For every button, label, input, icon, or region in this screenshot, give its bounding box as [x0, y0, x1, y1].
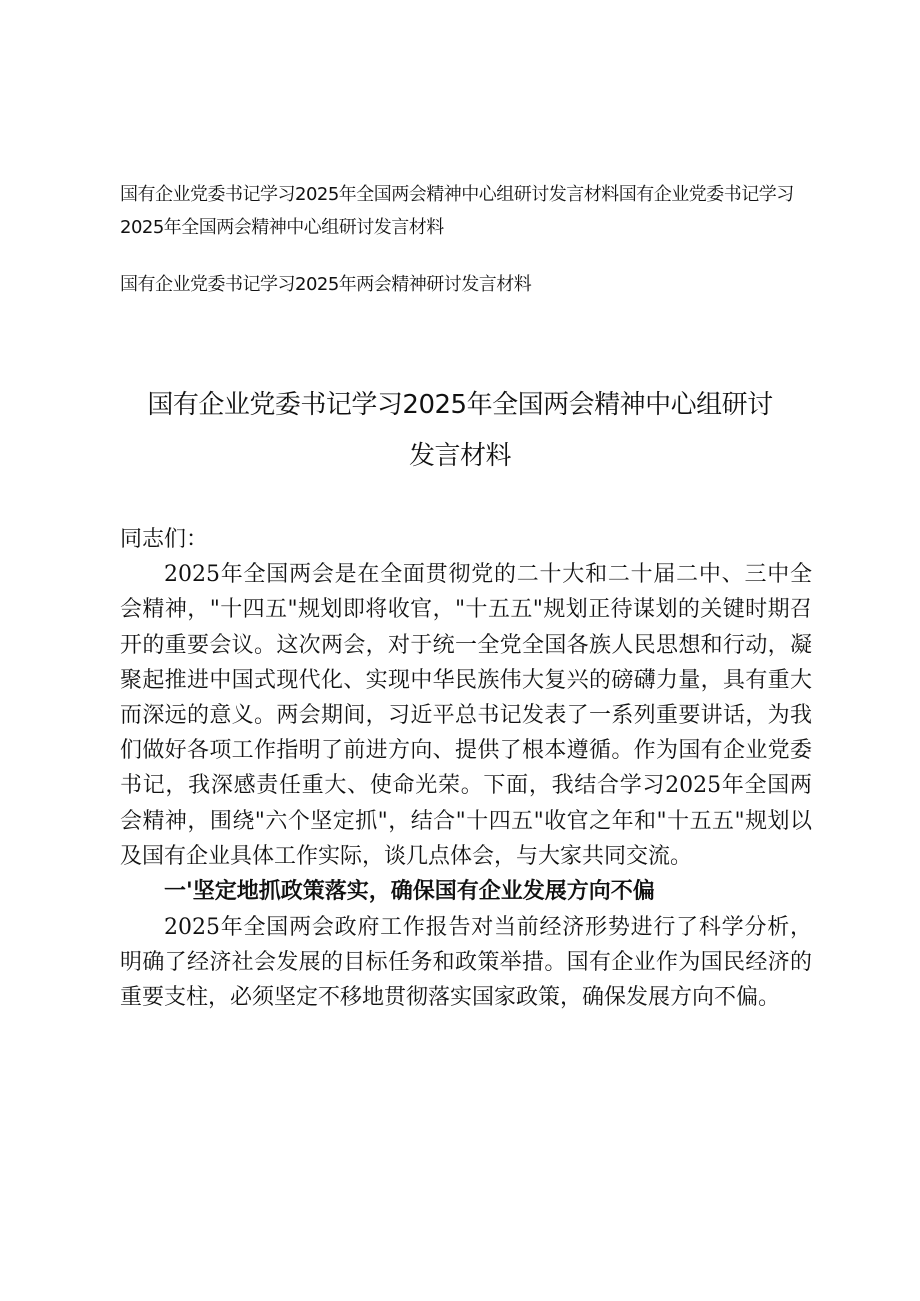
document-body [120, 522, 812, 1016]
title-line-1: 国有企业党委书记学习2025年全国两会精神中心组研讨 [147, 390, 773, 420]
document-title [100, 380, 820, 482]
toc-item-1: 国有企业党委书记学习2025年全国两会精神中心组研讨发言材料国有企业党委书记学习2025年全国两会精神中心组研讨发言材料 [120, 184, 794, 238]
toc-item-2: 国有企业党委书记学习2025年两会精神研讨发言材料 [120, 274, 532, 295]
paragraph-1: 2025年全国两会是在全面贯彻党的二十大和二十届二中、三中全会精神，"十四五"规划即将收官，"十五五"规划正待谋划的关键时期召开的重要会议。这次两会，对于统一全党全国各族人民思想和行动，凝聚起推进中国式现代化、实现中华民族伟大复兴的磅礴力量，具有重大而深远的意义。两会期间，习近平总书记发表了一系列重要讲话，为我们做好各项工作指明了前进方向、提供了根本遵循。作为国有企业党委书记，我深感责任重大、使命光荣。下面，我结合学习2025年全国两会精神，围绕"六个坚定抓"，结合"十四五"收官之年和"十五五"规划以及国有企业具体工作实际，谈几点体会，与大家共同交流。 [120, 562, 812, 869]
salutation: 同志们： [120, 527, 209, 552]
paragraph-2: 2025年全国两会政府工作报告对当前经济形势进行了科学分析，明确了经济社会发展的目标任务和政策举措。国有企业作为国民经济的重要支柱，必须坚定不移地贯彻落实国家政策，确保发展方向不偏。 [120, 915, 812, 1011]
document-toc [120, 178, 820, 301]
title-line-2: 发言材料 [408, 441, 511, 471]
section-heading-1: 一'坚定地抓政策落实，确保国有企业发展方向不偏 [164, 879, 655, 905]
